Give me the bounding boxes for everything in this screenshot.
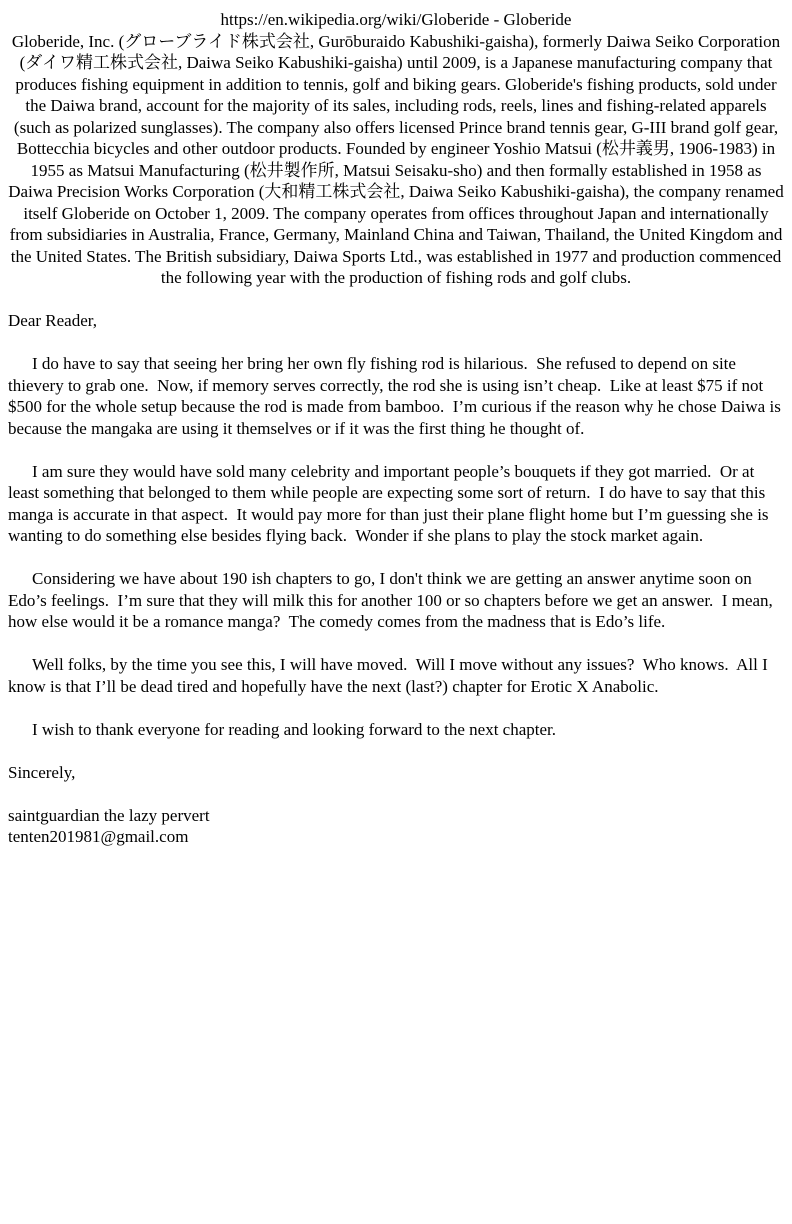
body-paragraph-4: Well folks, by the time you see this, I will have moved. Will I move without any issues? Who knows. All I know is that I’ll be dead tired and hopefully have the next (last?) chapter for Erotic X Anabolic. [8,655,773,696]
salutation: Dear Reader, [8,311,97,330]
signature-name: saintguardian the lazy pervert [8,805,210,825]
signature-block [8,805,784,848]
source-url-line: https://en.wikipedia.org/wiki/Globeride - Globeride [220,10,572,29]
body-paragraph-3: Considering we have about 190 ish chapters to go, I don't think we are getting an answer anytime soon on Edo’s feelings. I’m sure that they will milk this for another 100 or so chapters before we get an answer. I mean, how else would it be a romance manga? The comedy comes from the madness that is Edo’s life. [8,569,778,631]
signature-email: tenten201981@gmail.com [8,827,189,846]
closing: Sincerely, [8,762,76,782]
body-paragraph-2: I am sure they would have sold many celebrity and important people’s bouquets if they got married. Or at least something that belonged to them while people are expecting some sort of return. I do have to say that this manga is accurate in that aspect. It would pay more for than just their plane flight home but I’m guessing she is wanting to do something else besides flying back. Wonder if she plans to play the stock market again. [8,461,773,545]
body-paragraph-1: I do have to say that seeing her bring her own fly fishing rod is hilarious. She refused to depend on site thievery to grab one. Now, if memory serves correctly, the rod she is using isn’t cheap. Like at least $75 if not $500 for the whole setup because the rod is made from bamboo. I’m curious if the reason why he chose Daiwa is because the mangaka are using it themselves or if it was the first thing he thought of. [8,354,786,438]
wiki-excerpt-paragraph: Globeride, Inc. (グローブライド株式会社, Gurōburaido Kabushiki-gaisha), formerly Daiwa Seiko Corporation (ダイワ精工株式会社, Daiwa Seiko Kabushiki-gaisha) until 2009, is a Japanese manufacturing company that produces fishing equipment in addition to tennis, golf and biking gears. Globeride's fishing products, sold under the Daiwa brand, account for the majority of its sales, including rods, reels, lines and fishing-related apparels (such as polarized sunglasses). The company also offers licensed Prince brand tennis gear, G-III brand golf gear, Bottecchia bicycles and other outdoor products. Founded by engineer Yoshio Matsui (松井義男, 1906-1983) in 1955 as Matsui Manufacturing (松井製作所, Matsui Seisaku-sho) and then formally established in 1958 as Daiwa Precision Works Corporation (大和精工株式会社, Daiwa Seiko Kabushiki-gaisha), the company renamed itself Globeride on October 1, 2009. The company operates from offices throughout Japan and internationally from subsidiaries in Australia, France, Germany, Mainland China and Taiwan, Thailand, the United Kingdom and the United States. The British subsidiary, Daiwa Sports Ltd., was established in 1977 and production commenced the following year with the production of fishing rods and golf clubs. [8,31,788,287]
body-paragraph-5: I wish to thank everyone for reading and looking forward to the next chapter. [32,719,557,739]
wiki-header-block [8,9,788,289]
